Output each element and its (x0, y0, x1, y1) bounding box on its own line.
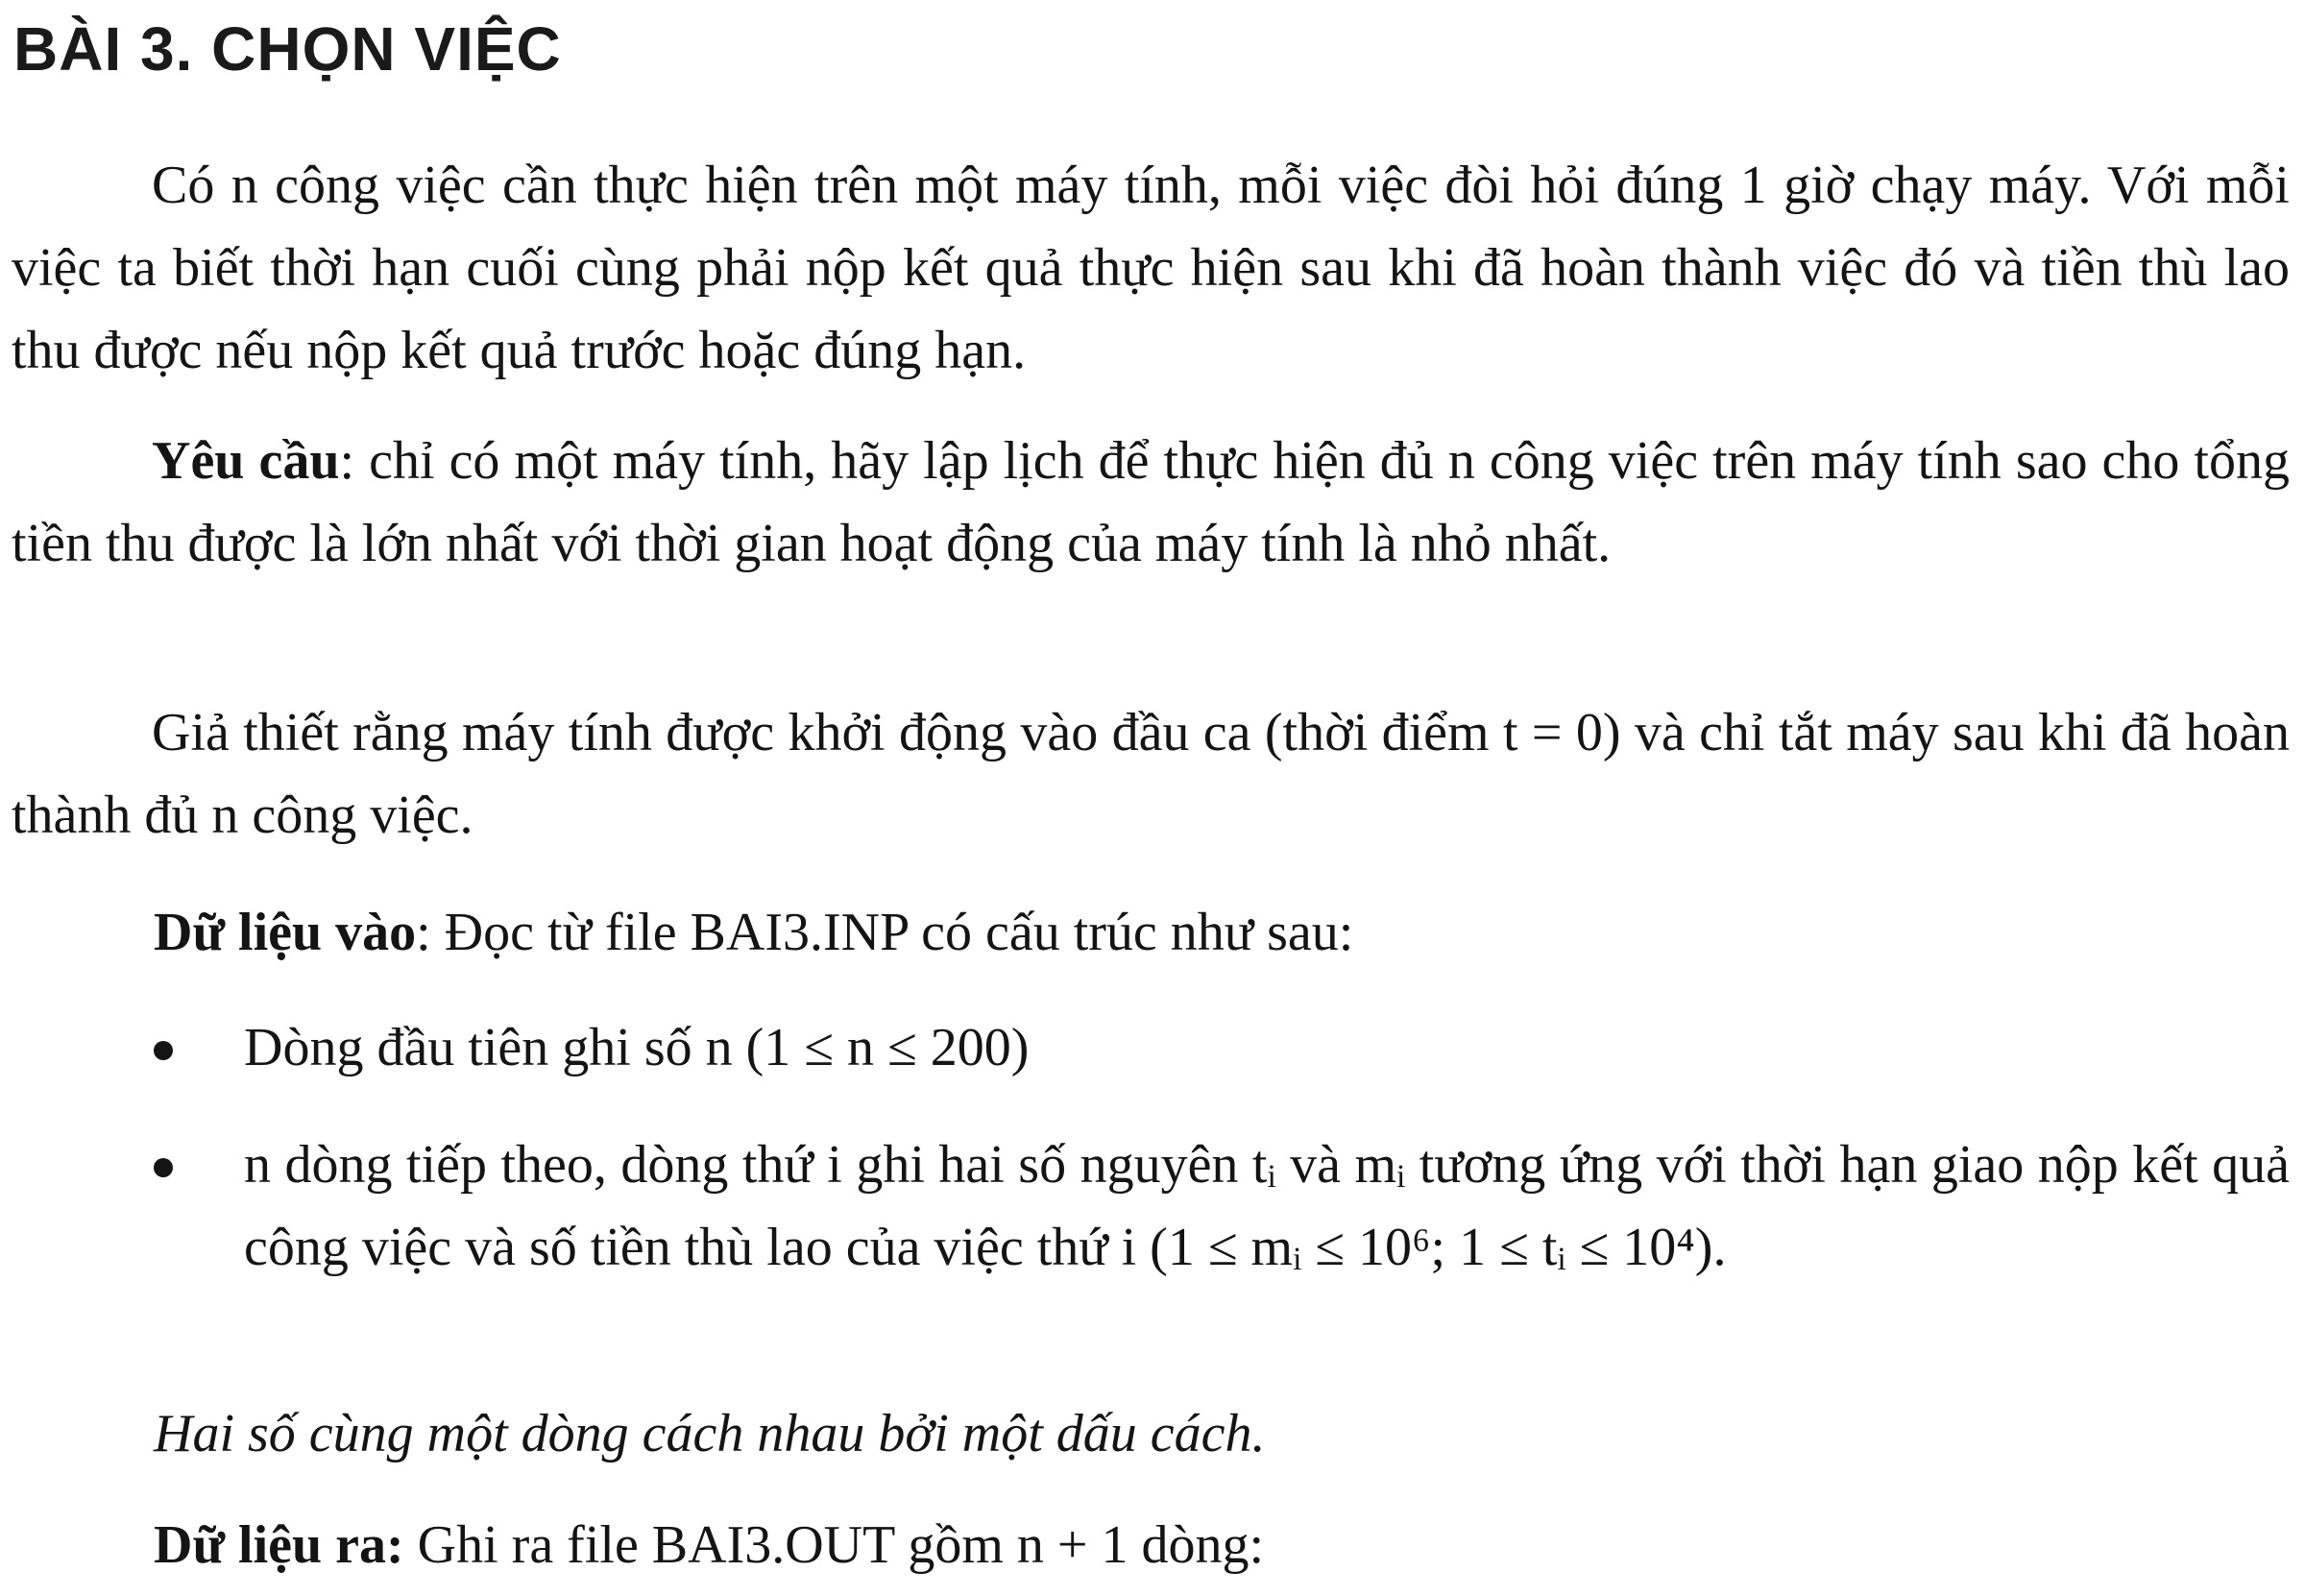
problem-title: BÀI 3. CHỌN VIỆC (13, 14, 562, 84)
input-text: : Đọc từ file BAI3.INP có cấu trúc như sau: (416, 903, 1354, 962)
input-label: Dữ liệu vào (154, 903, 417, 962)
output-text: Ghi ra file BAI3.OUT gồm n + 1 dòng: (403, 1515, 1265, 1575)
requirement-text: : chỉ có một máy tính, hãy lập lịch để thực hiện đủ n công việc trên máy tính sao cho tổng tiền thu được là lớn nhất với thời gian hoạt động của máy tính là nhỏ nhất. (12, 431, 2290, 573)
input-bullet-2-text: n dòng tiếp theo, dòng thứ i ghi hai số nguyên tᵢ và mᵢ tương ứng với thời hạn giao nộp kết quả công việc và số tiền thù lao của việc thứ i (1 ≤ mᵢ ≤ 10⁶; 1 ≤ tᵢ ≤ 10⁴). (244, 1135, 2290, 1277)
intro-paragraph: Có n công việc cần thực hiện trên một máy tính, mỗi việc đòi hỏi đúng 1 giờ chạy máy. Với mỗi việc ta biết thời hạn cuối cùng phải nộp kết quả thực hiện sau khi đã hoàn thành việc đó và tiền thù lao thu được nếu nộp kết quả trước hoặc đúng hạn. (12, 156, 2290, 380)
output-label: Dữ liệu ra: (154, 1515, 404, 1575)
input-bullet-1-text: Dòng đầu tiên ghi số n (1 ≤ n ≤ 200) (244, 1018, 1030, 1077)
input-note: Hai số cùng một dòng cách nhau bởi một dấu cách. (154, 1404, 1266, 1463)
requirement-label: Yêu cầu (152, 431, 340, 491)
output-heading (154, 1504, 1264, 1586)
input-heading (154, 891, 2290, 974)
bullet-icon (154, 1041, 173, 1060)
assumption-paragraph: Giả thiết rằng máy tính được khởi động vào đầu ca (thời điểm t = 0) và chỉ tắt máy sau khi đã hoàn thành đủ n công việc. (12, 703, 2290, 845)
bullet-icon (154, 1158, 173, 1177)
requirement-paragraph (12, 420, 2290, 585)
